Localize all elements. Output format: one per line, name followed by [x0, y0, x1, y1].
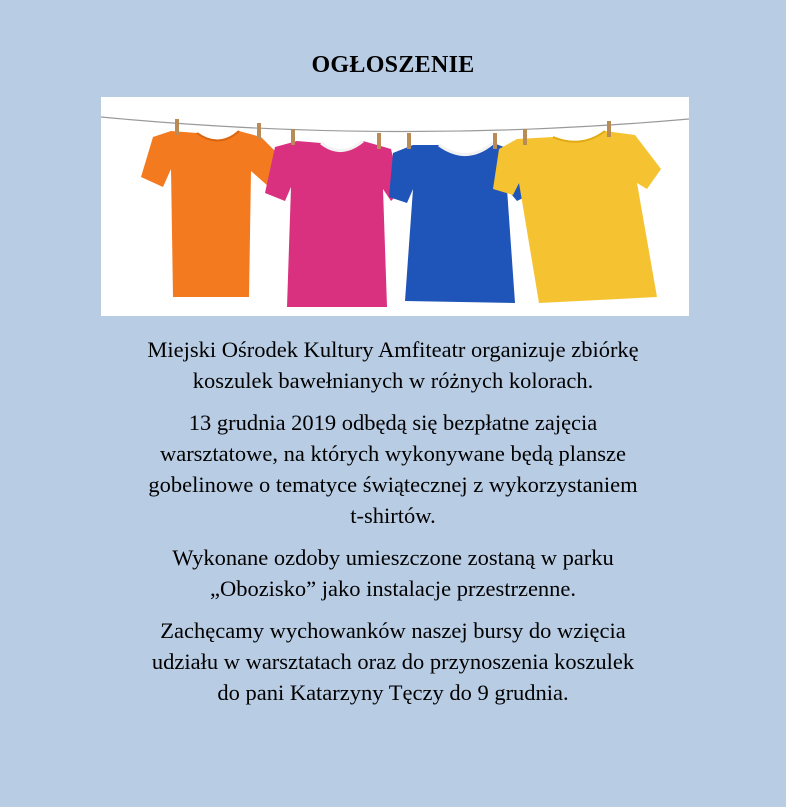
- orange-tshirt-icon: [141, 131, 283, 297]
- text-line: do pani Katarzyny Tęczy do 9 grudnia.: [217, 680, 569, 705]
- text-line: koszulek bawełnianych w różnych kolorach.: [192, 368, 594, 393]
- announcement-title: OGŁOSZENIE: [311, 52, 475, 78]
- paragraph-collection: [60, 334, 726, 396]
- text-line: Zachęcamy wychowanków naszej bursy do wzięcia: [160, 618, 626, 643]
- text-line: 13 grudnia 2019 odbędą się bezpłatne zajęcia: [188, 410, 598, 435]
- tshirts-on-clothesline-image: [101, 97, 689, 316]
- text-line: t-shirtów.: [350, 503, 436, 528]
- yellow-tshirt-icon: [493, 131, 661, 303]
- paragraph-workshops: [60, 407, 726, 531]
- text-line: gobelinowe o tematyce świątecznej z wykorzystaniem: [148, 472, 638, 497]
- text-line: warsztatowe, na których wykonywane będą plansze: [159, 441, 627, 466]
- text-line: Miejski Ośrodek Kultury Amfiteatr organizuje zbiórkę: [147, 337, 639, 362]
- text-line: Wykonane ozdoby umieszczone zostaną w parku: [172, 545, 614, 570]
- paragraph-installation: [60, 542, 726, 604]
- paragraph-invitation: [60, 615, 726, 708]
- text-line: udziału w warsztatach oraz do przynoszenia koszulek: [151, 649, 635, 674]
- announcement-body: [60, 334, 726, 719]
- text-line: „Obozisko” jako instalacje przestrzenne.: [209, 576, 577, 601]
- pink-tshirt-icon: [265, 141, 401, 307]
